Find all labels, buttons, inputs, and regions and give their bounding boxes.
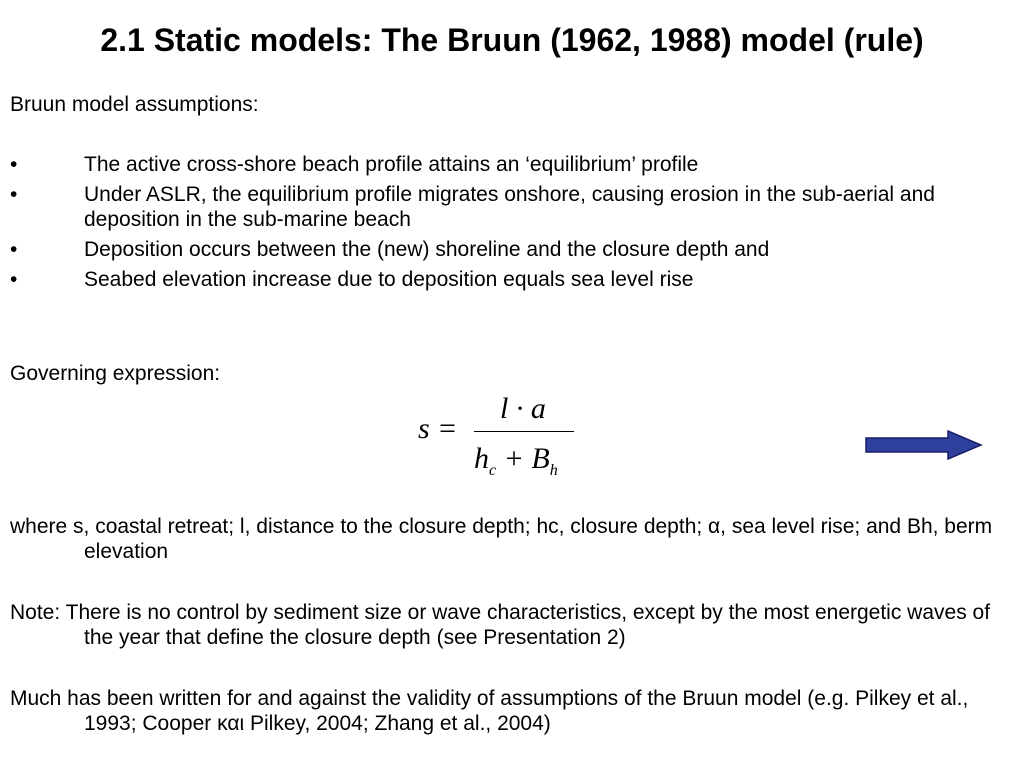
bullet-marker: • xyxy=(10,153,18,176)
bullet-text: Deposition occurs between the (new) shoreline and the closure depth and xyxy=(84,238,770,261)
formula-numerator: l · a xyxy=(500,392,546,425)
bullet-text: The active cross-shore beach profile attains an ‘equilibrium’ profile xyxy=(84,153,699,176)
bullet-text: Under ASLR, the equilibrium profile migrates onshore, causing erosion in the sub-aerial and deposition in the sub-marine beach xyxy=(84,183,935,231)
governing-heading: Governing expression: xyxy=(10,362,221,385)
den-h-subscript: h xyxy=(549,462,558,479)
den-h: h xyxy=(474,442,489,475)
note-text: Note: There is no control by sediment size or wave characteristics, except by the most energetic waves of the year that define the closure depth (see Presentation 2) xyxy=(10,601,991,649)
slide-title: 2.1 Static models: The Bruun (1962, 1988) model (rule) xyxy=(100,22,924,58)
fraction-bar xyxy=(474,431,574,432)
bullet-marker: • xyxy=(10,238,18,261)
right-arrow-icon xyxy=(864,430,984,460)
bullet-marker: • xyxy=(10,183,18,206)
bullet-marker: • xyxy=(10,268,18,291)
den-plus-b: + B xyxy=(496,442,550,475)
bullet-text: Seabed elevation increase due to deposition equals sea level rise xyxy=(84,268,694,291)
den-c-subscript: c xyxy=(489,462,497,479)
formula-denominator xyxy=(474,442,558,480)
formula-lhs: s = xyxy=(418,412,458,445)
where-text: where s, coastal retreat; l, distance to the closure depth; hc, closure depth; α, sea level rise; and Bh, berm elevation xyxy=(10,515,993,563)
much-text: Much has been written for and against the validity of assumptions of the Bruun model (e.g. Pilkey et al., 1993; Cooper και Pilkey, 2004; Zhang et al., 2004) xyxy=(10,687,969,735)
bruun-formula xyxy=(418,392,588,482)
assumptions-heading: Bruun model assumptions: xyxy=(10,93,259,116)
